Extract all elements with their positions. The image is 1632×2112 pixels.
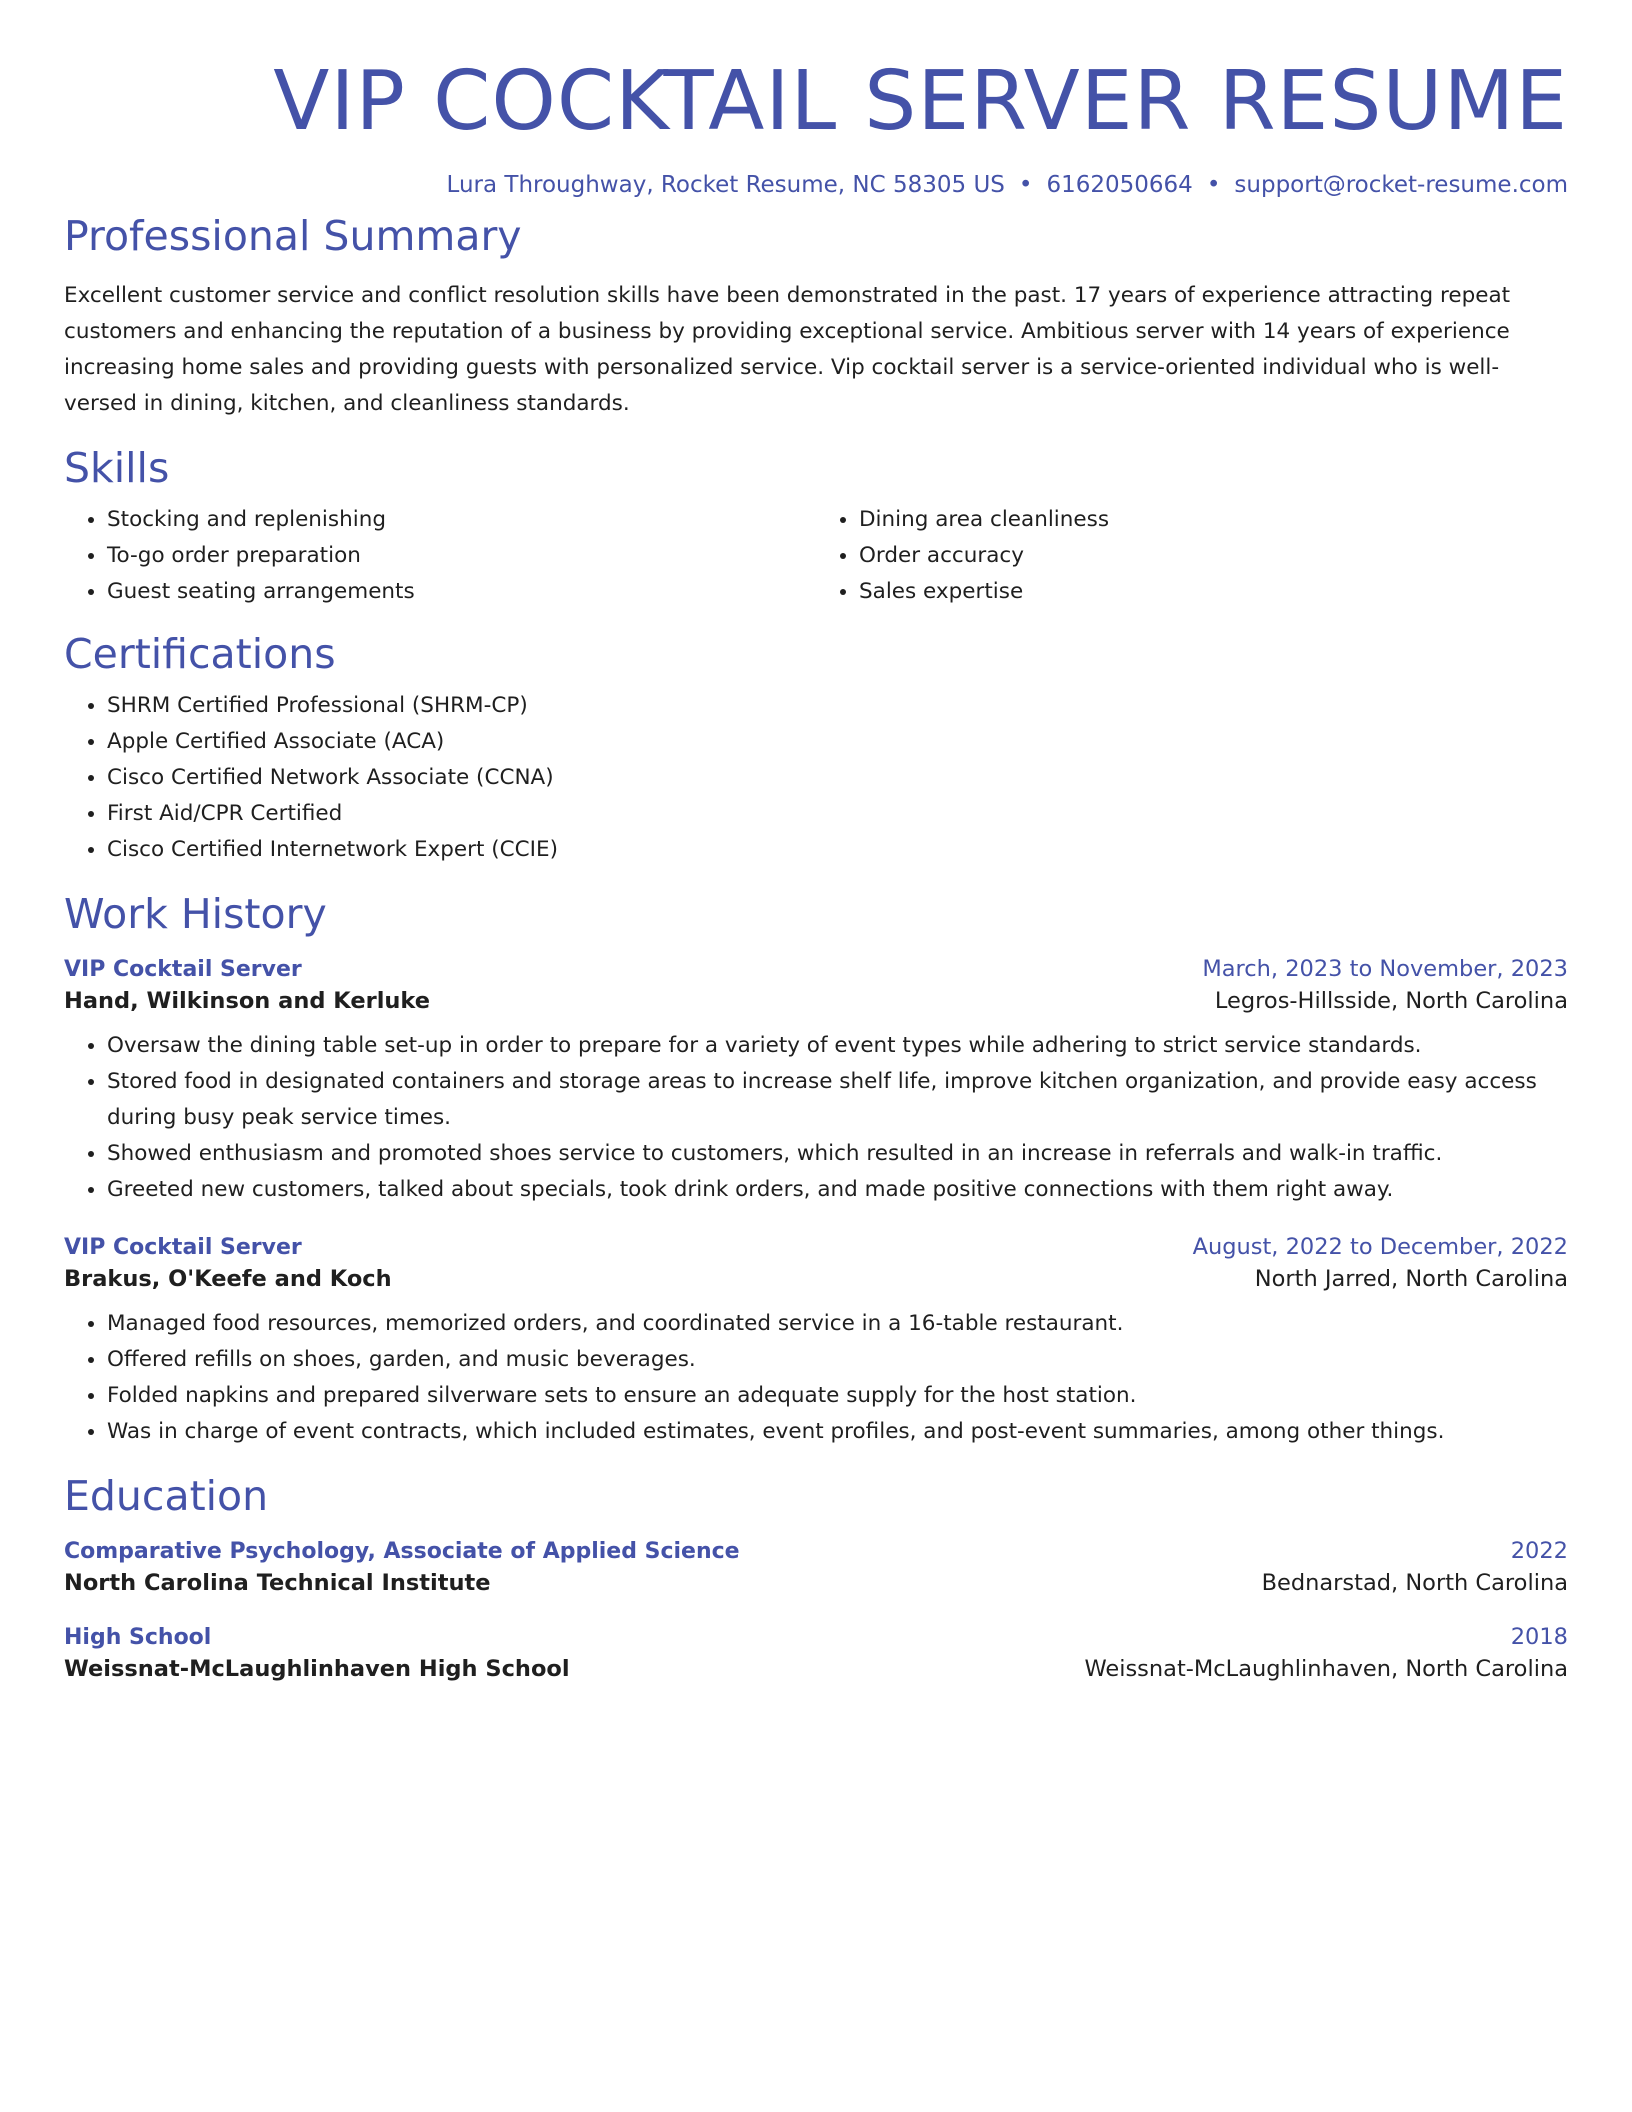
job-company: Hand, Wilkinson and Kerluke: [64, 988, 431, 1014]
job-bullet: • Greeted new customers, talked about specials, took drink orders, and made positive connections with them right away.: [107, 1172, 1568, 1208]
certification-item: • Cisco Certified Internetwork Expert (CCIE): [107, 832, 1568, 868]
job-dates: August, 2022 to December, 2022: [1192, 1234, 1568, 1260]
education-entry: [64, 1624, 1568, 1682]
job-subheader: [64, 1266, 1568, 1292]
summary-heading: Professional Summary: [64, 212, 522, 260]
skills-columns: [64, 502, 1568, 610]
job-header: [64, 1234, 1568, 1260]
contact-email[interactable]: support@rocket-resume.com: [1234, 172, 1568, 198]
job-subheader: [64, 988, 1568, 1014]
education-header: [64, 1624, 1568, 1650]
job-bullet: • Offered refills on shoes, garden, and music beverages.: [107, 1342, 1568, 1378]
skill-item: • To-go order preparation: [107, 538, 816, 574]
job-bullet: • Folded napkins and prepared silverware sets to ensure an adequate supply for the host station.: [107, 1378, 1568, 1414]
job-bullet: • Stored food in designated containers and storage areas to increase shelf life, improve kitchen organization, and provide easy access during busy peak service times.: [107, 1064, 1568, 1136]
job-location: Legros-Hillsside, North Carolina: [1214, 988, 1568, 1014]
job-bullet: • Oversaw the dining table set-up in order to prepare for a variety of event types while adhering to strict service standards.: [107, 1028, 1568, 1064]
job-bullet: • Was in charge of event contracts, which included estimates, event profiles, and post-event summaries, among other things.: [107, 1414, 1568, 1450]
education-entry: [64, 1538, 1568, 1596]
education-year: 2018: [1510, 1624, 1568, 1650]
contact-line: [64, 172, 1568, 198]
job-entry: [64, 956, 1568, 1208]
education-section: [64, 1472, 1568, 1682]
certification-item: • SHRM Certified Professional (SHRM-CP): [107, 688, 1568, 724]
skill-item: • Stocking and replenishing: [107, 502, 816, 538]
education-subheader: [64, 1570, 1568, 1596]
job-header: [64, 956, 1568, 982]
job-title: VIP Cocktail Server: [64, 1235, 302, 1260]
contact-phone[interactable]: 6162050664: [1046, 172, 1193, 198]
certifications-section: [64, 630, 1568, 868]
work-section: [64, 890, 1568, 1450]
skills-list-left: [64, 502, 816, 610]
education-subheader: [64, 1656, 1568, 1682]
summary-text: Excellent customer service and conflict resolution skills have been demonstrated in the past. 17 years of experience attracting repeat customers and enhancing the reputation of a business by providing exceptional service. Ambitious server with 14 years of experience increasing home sales and providing guests with personalized service. Vip cocktail server is a service-oriented individual who is well-versed in dining, kitchen, and cleanliness standards.: [64, 283, 1511, 416]
certification-item: • First Aid/CPR Certified: [107, 796, 1568, 832]
skills-list-right: [816, 502, 1568, 610]
skills-section: [64, 444, 1568, 610]
education-location: Bednarstad, North Carolina: [1261, 1570, 1568, 1596]
skill-item: • Order accuracy: [859, 538, 1568, 574]
certification-item: • Apple Certified Associate (ACA): [107, 724, 1568, 760]
education-location: Weissnat-McLaughlinhaven, North Carolina: [1084, 1656, 1568, 1682]
education-heading: Education: [64, 1472, 269, 1520]
skill-item: • Sales expertise: [859, 574, 1568, 610]
education-year: 2022: [1510, 1538, 1568, 1564]
certification-item: • Cisco Certified Network Associate (CCNA): [107, 760, 1568, 796]
skill-item: • Guest seating arrangements: [107, 574, 816, 610]
work-heading: Work History: [64, 890, 327, 938]
education-degree: High School: [64, 1625, 212, 1650]
education-school: Weissnat-McLaughlinhaven High School: [64, 1656, 570, 1682]
contact-separator: •: [1018, 172, 1033, 198]
job-dates: March, 2023 to November, 2023: [1202, 956, 1568, 982]
resume-title: VIP COCKTAIL SERVER RESUME: [273, 54, 1568, 149]
certifications-list: [64, 688, 1568, 868]
education-degree: Comparative Psychology, Associate of Applied Science: [64, 1539, 740, 1564]
skill-item: • Dining area cleanliness: [859, 502, 1568, 538]
job-entry: [64, 1234, 1568, 1450]
job-location: North Jarred, North Carolina: [1254, 1266, 1568, 1292]
summary-section: [64, 212, 1568, 422]
contact-separator: •: [1206, 172, 1221, 198]
job-bullet: • Managed food resources, memorized orders, and coordinated service in a 16-table restaurant.: [107, 1306, 1568, 1342]
job-title: VIP Cocktail Server: [64, 957, 302, 982]
education-header: [64, 1538, 1568, 1564]
certifications-heading: Certifications: [64, 630, 336, 678]
job-company: Brakus, O'Keefe and Koch: [64, 1266, 392, 1292]
job-bullets: [64, 1306, 1568, 1450]
education-school: North Carolina Technical Institute: [64, 1570, 491, 1596]
contact-address: Lura Throughway, Rocket Resume, NC 58305 US: [446, 172, 1005, 198]
job-bullets: [64, 1028, 1568, 1208]
job-bullet: • Showed enthusiasm and promoted shoes service to customers, which resulted in an increase in referrals and walk-in traffic.: [107, 1136, 1568, 1172]
skills-heading: Skills: [64, 444, 170, 492]
